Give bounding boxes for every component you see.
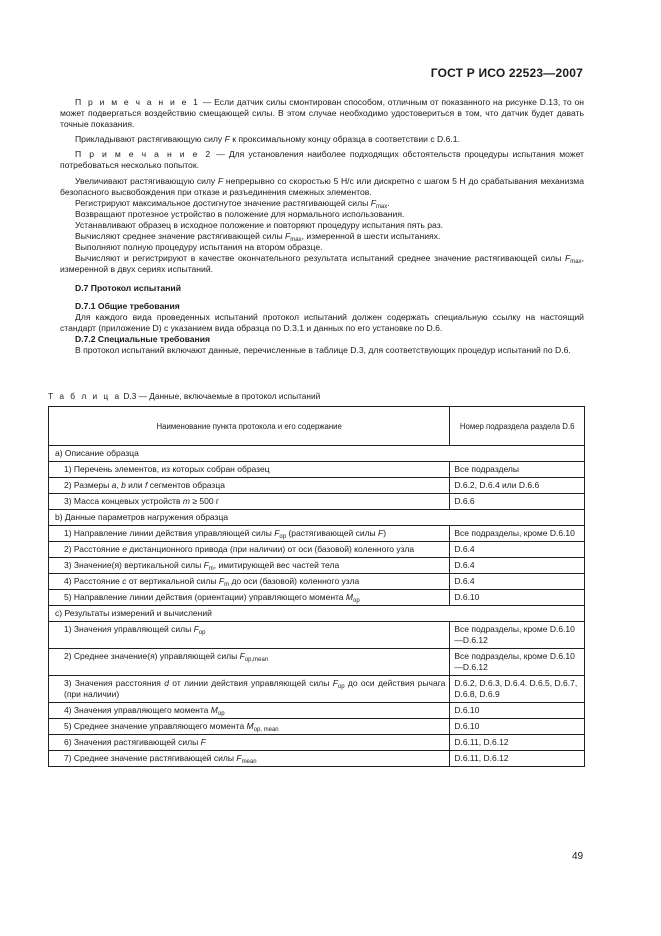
table-row: 6) Значения растягивающей силы F D.6.11, D.6.12 bbox=[49, 735, 585, 751]
table-row: 5) Направление линии действия (ориентации) управляющего момента $M_{op}$ D.6.10 bbox=[49, 590, 585, 606]
group-c: c) Результаты измерений и вычислений bbox=[49, 606, 585, 622]
table-row: 4) Расстояние c от вертикальной силы $F_m$ до оси (базовой) коленного узла D.6.4 bbox=[49, 574, 585, 590]
group-b: b) Данные параметров нагружения образца bbox=[49, 510, 585, 526]
section-d71-text: Для каждого вида проведенных испытаний протокол испытаний должен содержать специальную ссылку на настоящий стандарт (приложение D) с указанием вида образца по D.3.1 и данных по его установке по D.6. bbox=[60, 311, 584, 333]
table-row: 2) Расстояние e дистанционного привода (при наличии) от оси (базовой) коленного узла D.6.4 bbox=[49, 542, 585, 558]
group-a: a) Описание образца bbox=[49, 446, 585, 462]
second-sample-paragraph: Выполняют полную процедуру испытания на втором образце. bbox=[75, 242, 323, 253]
register-paragraph: Регистрируют максимальное достигнутое значение растягивающей силы $F_{max}$. bbox=[75, 197, 390, 210]
table-row: 5) Среднее значение управляющего момента $M_{op, mean}$ D.6.10 bbox=[49, 719, 585, 735]
table-row: 1) Значения управляющей силы $F_{op}$ Все подразделы, кроме D.6.10—D.6.12 bbox=[49, 622, 585, 649]
page-number: 49 bbox=[572, 851, 584, 862]
note-1: П р и м е ч а н и е 1 — Если датчик силы смонтирован способом, отличным от показанного на рисунке D.13, то он может подвергаться воздействию смещающей силы. В этом случае необходимо удостовериться в том, что датчик будет давать точные показания. bbox=[60, 97, 585, 130]
table-title: Т а б л и ц а D.3 — Данные, включаемые в протокол испытаний bbox=[48, 391, 321, 401]
mean-paragraph: Вычисляют среднее значение растягивающей силы $F_{max}$, измеренной в шести испытаниях. bbox=[75, 231, 441, 244]
table-row: 3) Значения расстояния d от линии действия управляющей силы $F_{op}$ до оси действия рычага (при наличии) D.6.2, D.6.3, D.6.4. D.6.5, D.6.7, D.6.8, D.6.9 bbox=[49, 676, 585, 703]
table-group-row bbox=[49, 510, 585, 526]
table-row: 2) Среднее значение(я) управляющей силы $F_{op,mean}$ Все подразделы, кроме D.6.10—D.6.12 bbox=[49, 649, 585, 676]
apply-force-paragraph: Прикладывают растягивающую силу F к проксимальному концу образца в соответствии с D.6.1. bbox=[75, 134, 460, 145]
table-row: 4) Значения управляющего момента $M_{op}$ D.6.10 bbox=[49, 703, 585, 719]
table-header-row bbox=[49, 407, 585, 446]
section-d72-text: В протокол испытаний включают данные, перечисленные в таблице D.3, для соответствующих процедур испытаний по D.6. bbox=[75, 344, 571, 355]
final-result-paragraph: Вычисляют и регистрируют в качестве окончательного результата испытаний среднее значение растягивающей силы $F_{max}$, измеренной в двух сериях испытаний. bbox=[60, 253, 584, 275]
body-text bbox=[60, 97, 584, 356]
section-d7-heading: D.7 Протокол испытаний bbox=[75, 283, 181, 294]
document-id: ГОСТ Р ИСО 22523—2007 bbox=[430, 66, 583, 80]
section-d71-heading: D.7.1 Общие требования bbox=[75, 300, 180, 311]
note-1-label: П р и м е ч а н и е 1 bbox=[75, 97, 200, 107]
note-2-label: П р и м е ч а н и е 2 bbox=[75, 149, 213, 160]
table-row: 3) Значение(я) вертикальной силы $F_m$, имитирующей вес частей тела D.6.4 bbox=[49, 558, 585, 574]
table-row: 2) Размеры a, b или f сегментов образца D.6.2, D.6.4 или D.6.6 bbox=[49, 478, 585, 494]
header-col1: Наименование пункта протокола и его содержание bbox=[49, 407, 450, 446]
table-row: 3) Масса концевых устройств m ≥ 500 г D.6.6 bbox=[49, 494, 585, 510]
note-2: П р и м е ч а н и е 2 — Для установления наиболее подходящих обстоятельств процедуры испытания может потребоваться несколько попыток. bbox=[60, 149, 584, 171]
repeat-paragraph: Устанавливают образец в исходное положение и повторяют процедуру испытания пять раз. bbox=[75, 219, 444, 230]
return-paragraph: Возвращают протезное устройство в положение для нормального использования. bbox=[75, 208, 405, 219]
increase-force-paragraph: Увеличивают растягивающую силу F непрерывно со скоростью 5 Н/с или дискретно с шагом 5 Н до срабатывания механизма безопасного высвобождения при отказе и разъединения смежных элементов. bbox=[60, 175, 584, 197]
table-group-row bbox=[49, 606, 585, 622]
table-group-row bbox=[49, 446, 585, 462]
header-col2: Номер подраздела раздела D.6 bbox=[450, 407, 585, 446]
table-row: 1) Направление линии действия управляющей силы $F_{op}$ (растягивающей силы F) Все подразделы, кроме D.6.10 bbox=[49, 526, 585, 542]
table-row: 1) Перечень элементов, из которых собран образец Все подразделы bbox=[49, 462, 585, 478]
data-table bbox=[48, 406, 585, 767]
section-d72-heading: D.7.2 Специальные требования bbox=[75, 333, 211, 344]
table-row: 7) Среднее значение растягивающей силы $F_{mean}$ D.6.11, D.6.12 bbox=[49, 751, 585, 767]
